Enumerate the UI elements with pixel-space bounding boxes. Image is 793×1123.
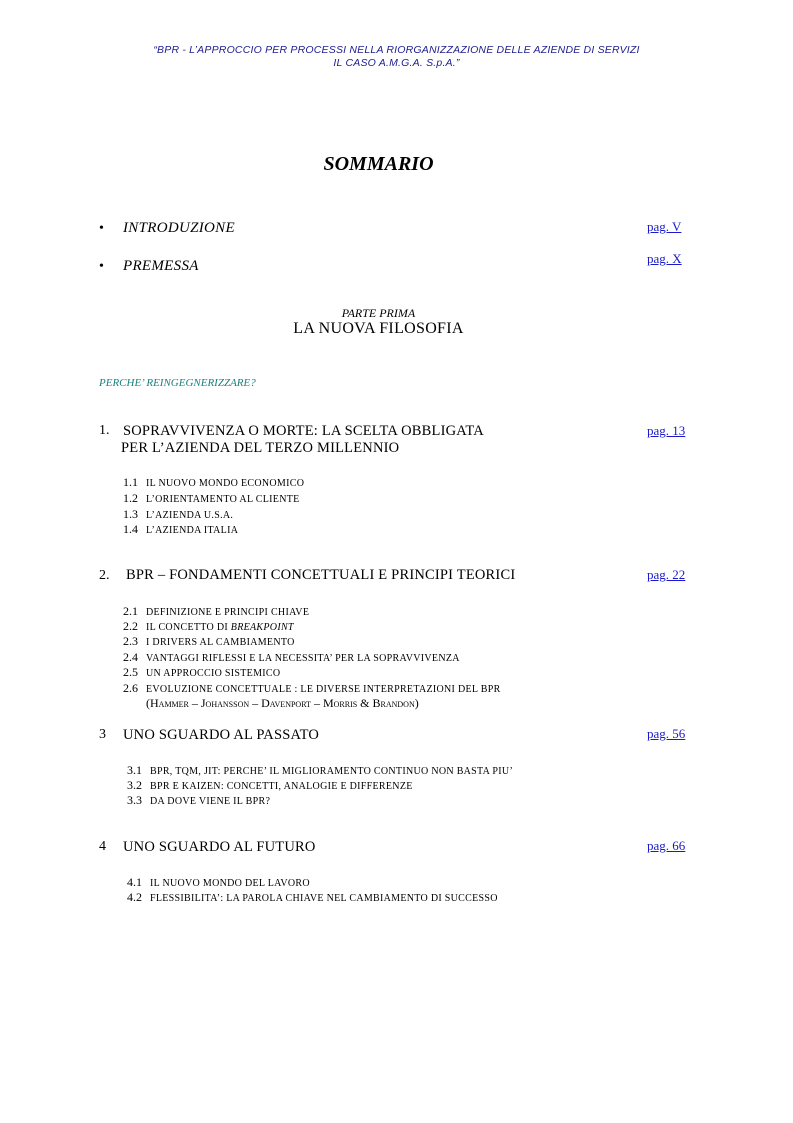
- subsection-number: 2.4: [123, 650, 138, 664]
- subsection-number: 4.1: [127, 875, 142, 889]
- subsection-title: BPR E KAIZEN: CONCETTI, ANALOGIE E DIFFERENZE: [150, 781, 413, 792]
- subsection-title: I DRIVERS AL CAMBIAMENTO: [146, 637, 295, 648]
- document-header-line-2: IL CASO A.M.G.A. S.p.A.”: [333, 57, 460, 69]
- chapter-title-continued: PER L’AZIENDA DEL TERZO MILLENNIO: [121, 440, 400, 456]
- subsection-number: 1.3: [123, 507, 138, 521]
- chapter-page-link[interactable]: pag. 66: [647, 838, 686, 853]
- subsection-title-text: IL CONCETTO DI: [146, 622, 231, 633]
- page-title: SOMMARIO: [323, 153, 434, 175]
- chapter-page-link[interactable]: pag. 13: [647, 423, 686, 438]
- toc-premessa-page-link[interactable]: pag. X: [647, 251, 682, 266]
- toc-premessa-label: PREMESSA: [123, 258, 199, 274]
- subsection-number: 4.2: [127, 890, 142, 904]
- subsection-title: BPR, TQM, JIT: PERCHE’ IL MIGLIORAMENTO CONTINUO NON BASTA PIU’: [150, 766, 514, 777]
- chapter-title: UNO SGUARDO AL FUTURO: [123, 839, 316, 855]
- section-label: PERCHE’ REINGEGNERIZZARE?: [99, 377, 256, 389]
- subsection-number: 2.2: [123, 619, 138, 633]
- subsection-title: IL NUOVO MONDO DEL LAVORO: [150, 878, 310, 889]
- chapter-page-link[interactable]: pag. 22: [647, 567, 686, 582]
- subsection-title: UN APPROCCIO SISTEMICO: [146, 668, 281, 679]
- part-title: LA NUOVA FILOSOFIA: [293, 320, 464, 337]
- subsection-number: 2.5: [123, 665, 138, 679]
- subsection-title: L’ORIENTAMENTO AL CLIENTE: [146, 494, 300, 505]
- subsection-title: DA DOVE VIENE IL BPR?: [150, 796, 271, 807]
- subsection-title: L’AZIENDA U.S.A.: [146, 510, 234, 521]
- subsection-number: 3.2: [127, 778, 142, 792]
- chapter-page-link[interactable]: pag. 56: [647, 726, 686, 741]
- subsection-number: 3.1: [127, 763, 142, 777]
- subsection-title: L’AZIENDA ITALIA: [146, 525, 239, 536]
- chapter-number: 1.: [99, 423, 110, 438]
- chapter-number: 2.: [99, 568, 110, 583]
- chapter-title: UNO SGUARDO AL PASSATO: [123, 727, 320, 743]
- subsection-title-italic: BREAKPOINT: [230, 622, 294, 633]
- subsection-number: 2.3: [123, 634, 138, 648]
- bullet-icon: •: [99, 221, 104, 236]
- bullet-icon: •: [99, 259, 104, 274]
- subsection-number: 2.6: [123, 681, 138, 695]
- subsection-title: [146, 622, 294, 633]
- chapter-number: 3: [99, 727, 106, 742]
- subsection-title: VANTAGGI RIFLESSI E LA NECESSITA’ PER LA SOPRAVVIVENZA: [146, 653, 460, 664]
- document-header-line-1: “BPR - L’APPROCCIO PER PROCESSI NELLA RIORGANIZZAZIONE DELLE AZIENDE DI SERVIZI: [153, 44, 640, 56]
- subsection-title: FLESSIBILITA’: LA PAROLA CHIAVE NEL CAMBIAMENTO DI SUCCESSO: [150, 893, 498, 904]
- subsection-number: 3.3: [127, 793, 142, 807]
- chapter-number: 4: [99, 839, 106, 854]
- subsection-number: 1.2: [123, 491, 138, 505]
- part-subtitle: PARTE PRIMA: [341, 306, 416, 320]
- subsection-number: 1.1: [123, 475, 138, 489]
- subsection-title: DEFINIZIONE E PRINCIPI CHIAVE: [146, 607, 310, 618]
- toc-intro-label: INTRODUZIONE: [123, 220, 235, 236]
- subsection-number: 1.4: [123, 522, 138, 536]
- chapter-title: SOPRAVVIVENZA O MORTE: LA SCELTA OBBLIGATA: [123, 423, 484, 439]
- toc-intro-page-link[interactable]: pag. V: [647, 219, 682, 234]
- authors-note: (Hammer – Johansson – Davenport – Morris & Brandon): [146, 696, 419, 710]
- subsection-title: EVOLUZIONE CONCETTUALE : LE DIVERSE INTERPRETAZIONI DEL BPR: [146, 684, 501, 695]
- subsection-title: IL NUOVO MONDO ECONOMICO: [146, 478, 305, 489]
- chapter-title: BPR – FONDAMENTI CONCETTUALI E PRINCIPI TEORICI: [126, 567, 516, 583]
- subsection-number: 2.1: [123, 604, 138, 618]
